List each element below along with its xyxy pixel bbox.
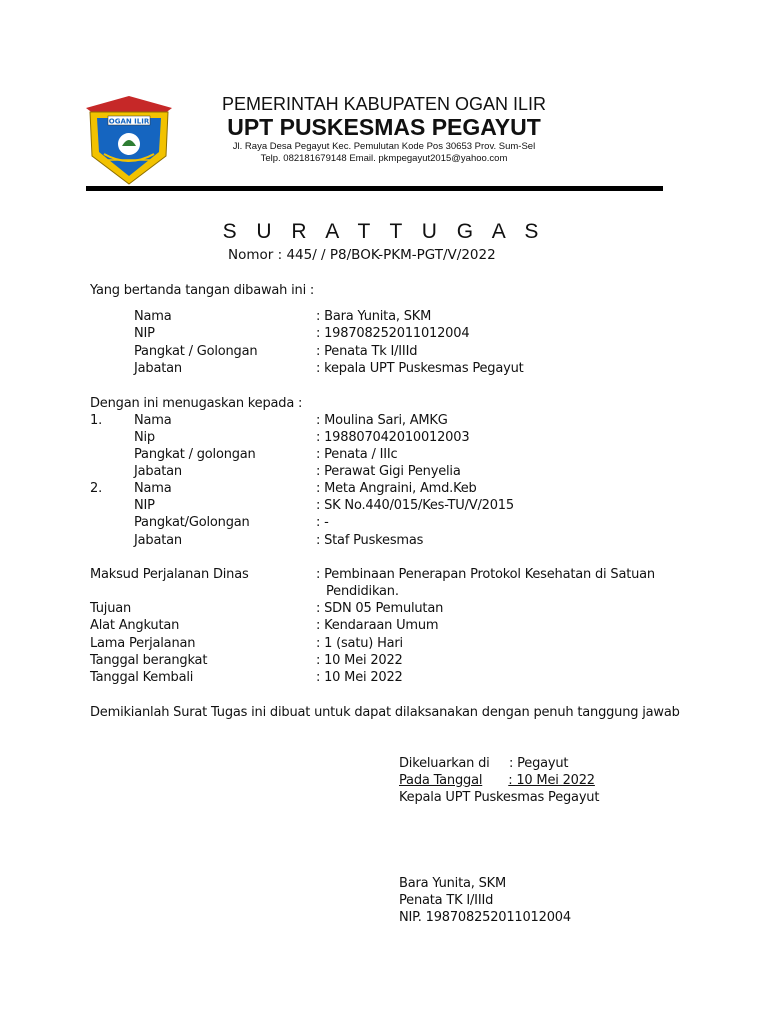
header-address: Jl. Raya Desa Pegayut Kec. Pemulutan Kode Pos 30653 Prov. Sum-Sel — [232, 141, 536, 152]
dikeluarkan-label: Dikeluarkan di — [399, 756, 490, 771]
kembali-value: : 10 Mei 2022 — [316, 670, 403, 685]
signer-nip-label: NIP — [134, 326, 155, 341]
assignee-nip: : 198807042010012003 — [316, 430, 470, 445]
header-contact: Telp. 082181679148 Email. pkmpegayut2015@yahoo.com — [260, 153, 508, 164]
assign-intro: Dengan ini menugaskan kepada : — [90, 396, 303, 411]
tanggal-line — [399, 773, 599, 788]
assignee-nama-label: Nama — [134, 481, 172, 496]
assignee-pangkat: : - — [316, 515, 329, 530]
tujuan-value: : SDN 05 Pemulutan — [316, 601, 444, 616]
tanggal-value: : 10 Mei 2022 — [508, 773, 595, 788]
assignee-jabatan: : Perawat Gigi Penyelia — [316, 464, 461, 479]
maksud-label: Maksud Perjalanan Dinas — [90, 567, 249, 582]
signer-name: Bara Yunita, SKM — [399, 876, 506, 891]
assignee-nama: : Moulina Sari, AMKG — [316, 413, 448, 428]
header-rule — [86, 186, 663, 191]
alat-label: Alat Angkutan — [90, 618, 180, 633]
intro-text: Yang bertanda tangan dibawah ini : — [90, 283, 315, 298]
signer-nama: : Bara Yunita, SKM — [316, 309, 432, 324]
assignee-number: 1. — [90, 413, 103, 428]
signer-jabatan: : kepala UPT Puskesmas Pegayut — [316, 361, 524, 376]
assignee-number: 2. — [90, 481, 103, 496]
signer-nip: : 198708252011012004 — [316, 326, 470, 341]
document-number: Nomor : 445/ / P8/BOK-PKM-PGT/V/2022 — [228, 247, 496, 263]
assignee-jabatan-label: Jabatan — [134, 464, 182, 479]
assignee-nip-label: Nip — [134, 430, 155, 445]
alat-value: : Kendaraan Umum — [316, 618, 439, 633]
header-government: PEMERINTAH KABUPATEN OGAN ILIR — [221, 94, 547, 114]
closing-text: Demikianlah Surat Tugas ini dibuat untuk dapat dilaksanakan dengan penuh tanggung jawab — [90, 705, 680, 720]
tanggal-label: Pada Tanggal — [399, 773, 483, 788]
assignee-nama: : Meta Angraini, Amd.Keb — [316, 481, 477, 496]
berangkat-label: Tanggal berangkat — [90, 653, 208, 668]
assignee-pangkat-label: Pangkat/Golongan — [134, 515, 250, 530]
maksud-value-cont: Pendidikan. — [326, 584, 399, 599]
signer-position: Kepala UPT Puskesmas Pegayut — [399, 790, 600, 805]
signer-pangkat: : Penata Tk I/IIId — [316, 344, 418, 359]
header-institution: UPT PUSKESMAS PEGAYUT — [227, 114, 541, 140]
assignee-nip: : SK No.440/015/Kes-TU/V/2015 — [316, 498, 514, 513]
kembali-label: Tanggal Kembali — [90, 670, 194, 685]
signer-nama-label: Nama — [134, 309, 172, 324]
assignee-jabatan: : Staf Puskesmas — [316, 533, 424, 548]
signer-rank: Penata TK I/IIId — [399, 893, 494, 908]
assignee-jabatan-label: Jabatan — [134, 533, 182, 548]
assignee-nip-label: NIP — [134, 498, 155, 513]
dikeluarkan-value: : Pegayut — [509, 756, 569, 771]
berangkat-value: : 10 Mei 2022 — [316, 653, 403, 668]
assignee-nama-label: Nama — [134, 413, 172, 428]
signer-pangkat-label: Pangkat / Golongan — [134, 344, 258, 359]
signer-jabatan-label: Jabatan — [134, 361, 182, 376]
lama-label: Lama Perjalanan — [90, 636, 196, 651]
document-title: S U R A T T U G A S — [222, 220, 546, 243]
lama-value: : 1 (satu) Hari — [316, 636, 403, 651]
maksud-value: : Pembinaan Penerapan Protokol Kesehatan di Satuan — [316, 567, 655, 582]
signer-nip-line: NIP. 198708252011012004 — [399, 910, 571, 925]
assignee-pangkat: : Penata / IIIc — [316, 447, 398, 462]
tujuan-label: Tujuan — [90, 601, 132, 616]
logo-text: OGAN ILIR — [108, 117, 150, 126]
assignee-pangkat-label: Pangkat / golongan — [134, 447, 256, 462]
